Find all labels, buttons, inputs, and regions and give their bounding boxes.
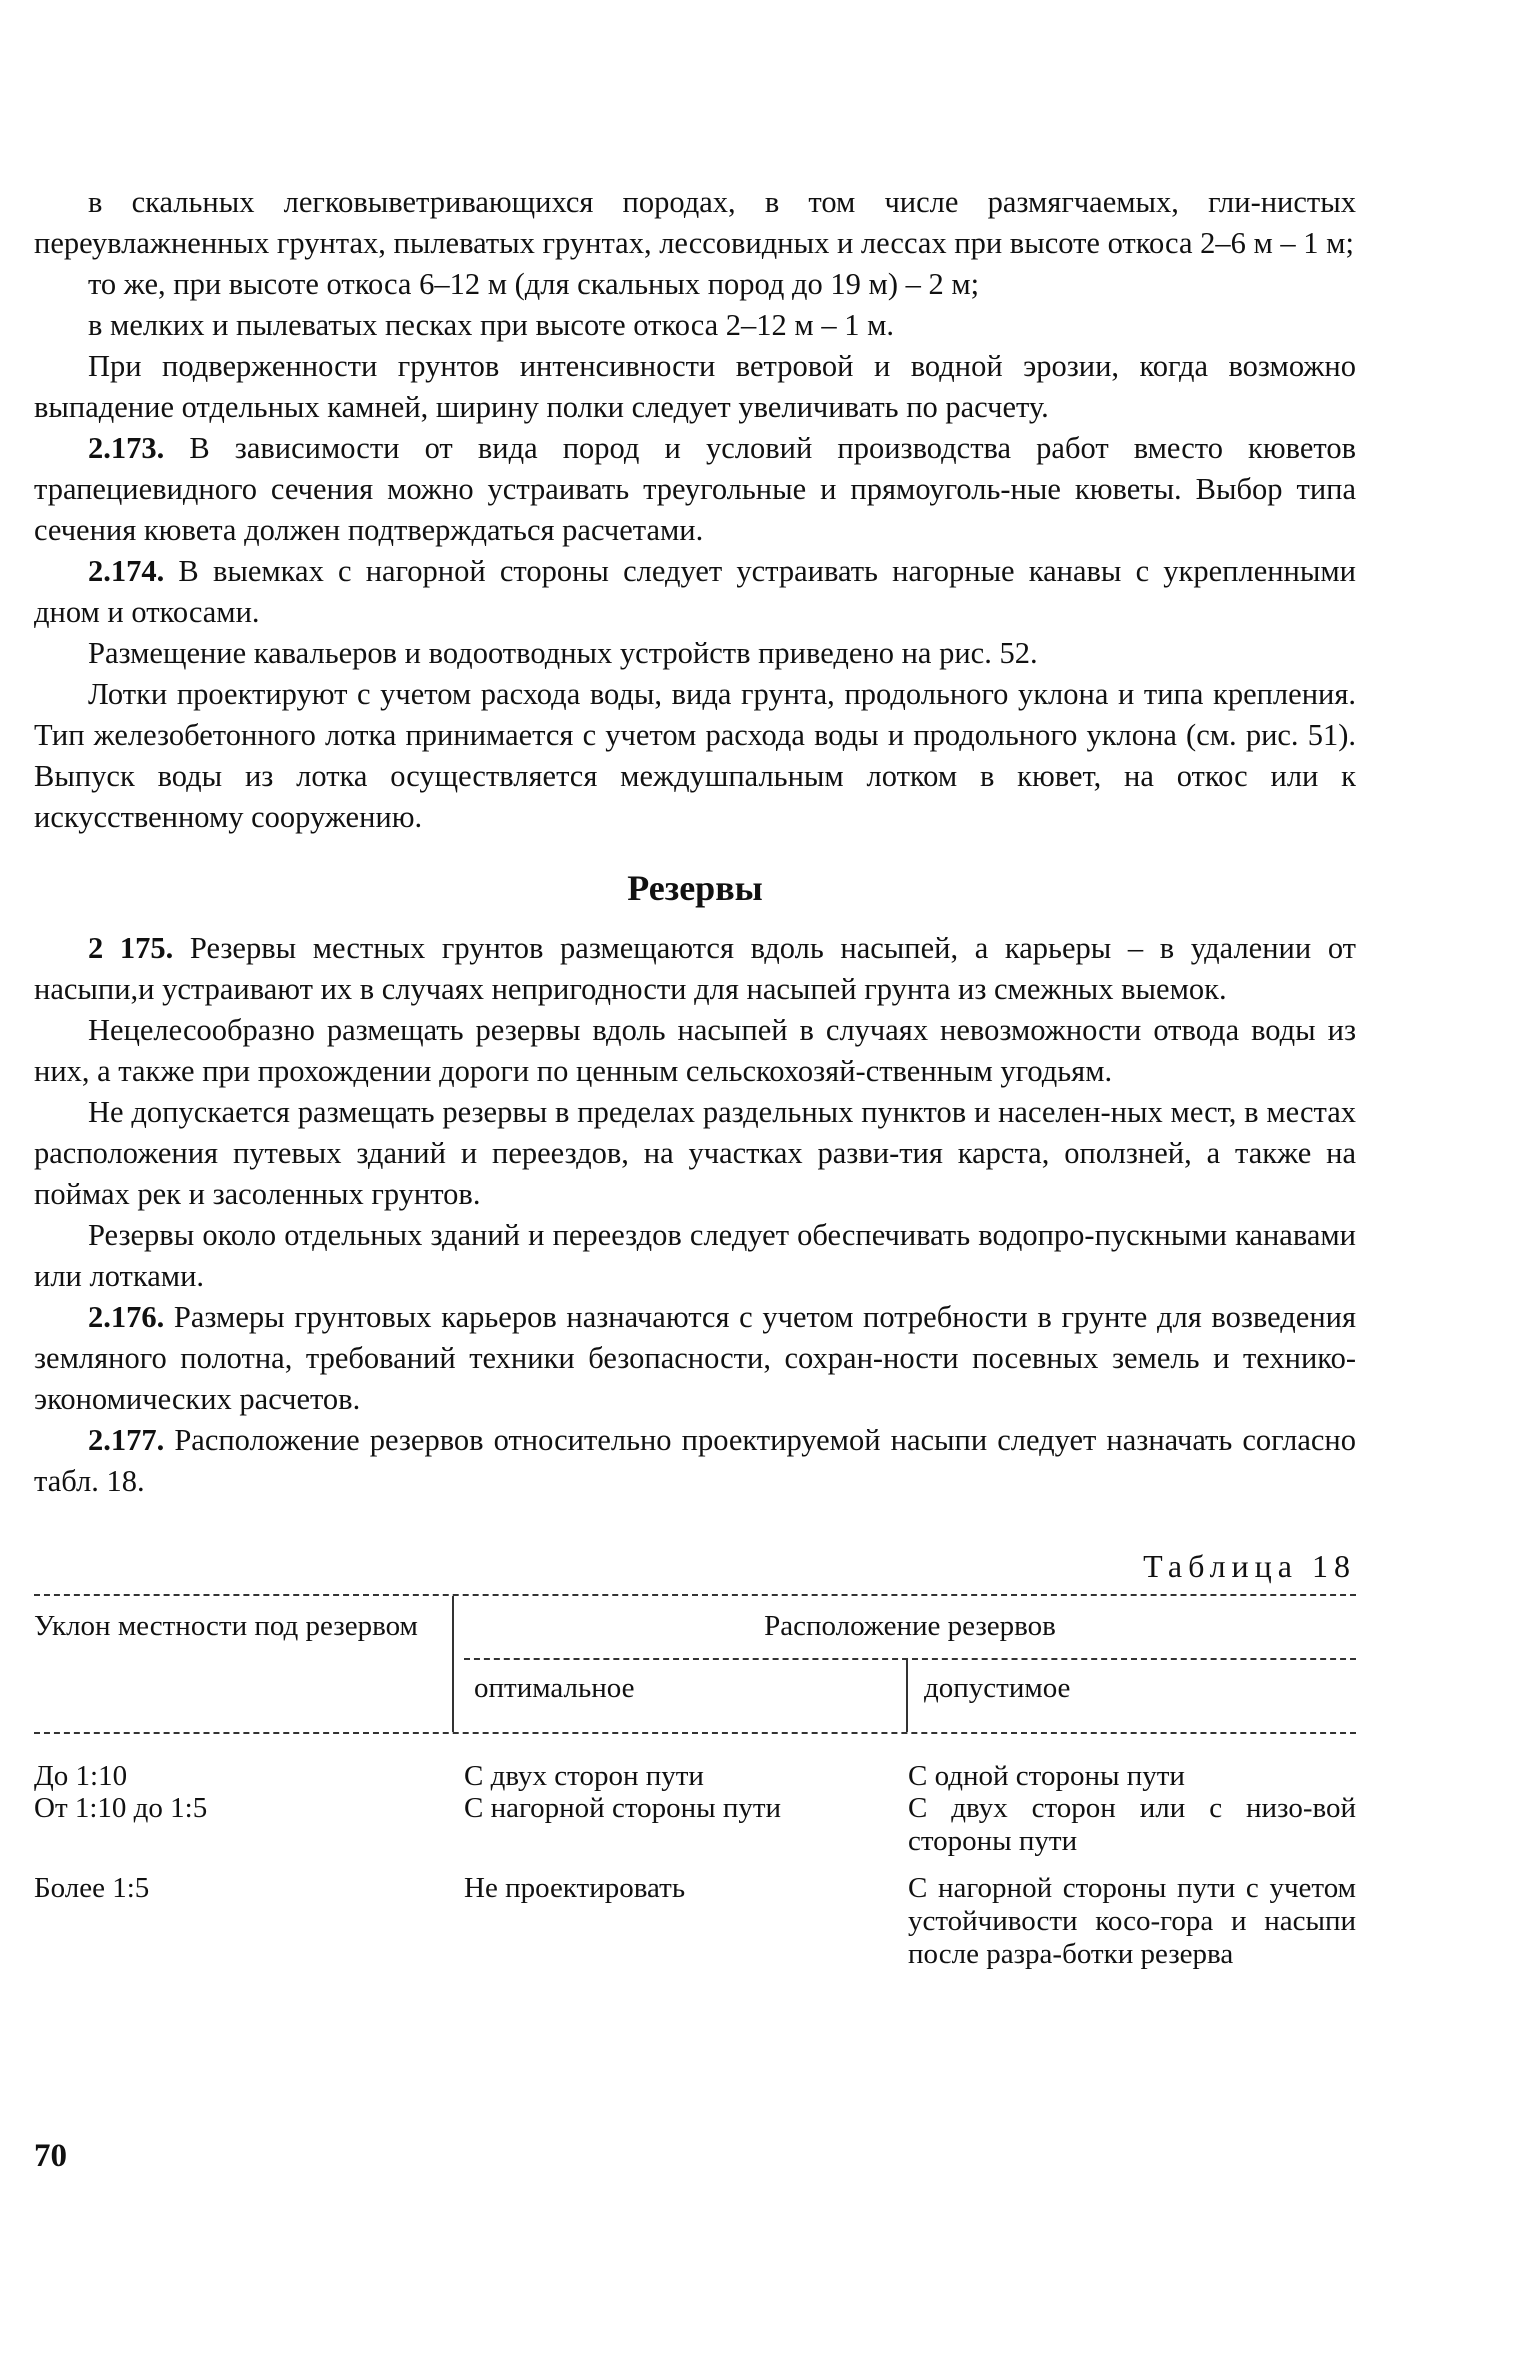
clause-number: 2.176. [88,1300,165,1334]
clause-number: 2.174. [88,554,165,588]
clause-text: Резервы местных грунтов размещаются вдоль насыпей, а карьеры – в удалении от насыпи,и устраивают их в случаях непригодности для насыпей грунта из смежных выемок. [34,931,1356,1006]
paragraph-reserves-near: Резервы около отдельных зданий и переездов следует обеспечивать водопро-пускными канавами или лотками. [34,1218,1356,1293]
table-caption: Таблица 18 [1143,1548,1356,1584]
cell-optimal: С двух сторон пути [464,1760,704,1792]
header-divider [452,1596,454,1732]
section-title: Резервы [627,868,763,908]
paragraph-inexpedient: Нецелесообразно размещать резервы вдоль насыпей в случаях невозможности отвода воды из них, а также при прохождении дороги по ценным сельскохозяй-ственным угодьям. [34,1013,1356,1088]
cell-optimal: Не проектировать [464,1872,686,1904]
paragraph-2-177 [34,1420,1356,1502]
cell-acceptable: С двух сторон или с низо-вой стороны пути [908,1792,1356,1857]
paragraph-2-173 [34,428,1356,551]
header-sub-divider [906,1658,908,1732]
paragraph-2-176 [34,1297,1356,1420]
page-number: 70 [34,2138,67,2174]
clause-text: В выемках с нагорной стороны следует устраивать нагорные канавы с укрепленными дном и откосами. [34,554,1356,629]
header-optimal: оптимальное [474,1672,635,1704]
paragraph-trays: Лотки проектируют с учетом расхода воды, вида грунта, продольного уклона и типа крепления. Тип железобетонного лотка принимается с учетом расхода воды и продольного уклона (см. рис. 51). Выпуск воды из лотка осуществляется междушпальным лотком в кювет, на откос или к искусственному сооружению. [34,677,1356,834]
paragraph-rocky-soils: в скальных легковыветривающихся породах, в том числе размягчаемых, гли-нистых переувлажненных грунтах, пылеватых грунтах, лессовидных и лессах при высоте откоса 2–6 м – 1 м; [34,185,1356,260]
paragraph-2-175 [34,928,1356,1010]
clause-text: Расположение резервов относительно проектируемой насыпи следует назначать согласно табл. 18. [34,1423,1356,1498]
cell-slope: Более 1:5 [34,1872,150,1904]
header-slope: Уклон местности под резервом [34,1610,418,1642]
paragraph-erosion: При подверженности грунтов интенсивности ветровой и водной эрозии, когда возможно выпадение отдельных камней, ширину полки следует увеличивать по расчету. [34,349,1356,424]
table-header [34,1596,1356,1732]
cell-acceptable: С нагорной стороны пути с учетом устойчивости косо-гора и насыпи после разра-ботки резерва [908,1872,1356,1970]
document-page [34,182,1356,2054]
table-body [34,1754,1356,2054]
clause-number: 2.173. [88,431,165,465]
paragraph-2-174 [34,551,1356,633]
clause-text: В зависимости от вида пород и условий производства работ вместо кюветов трапециевидного сечения можно устраивать треугольные и прямоуголь-ные кюветы. Выбор типа сечения кювета должен подтверждаться расчетами. [34,431,1356,547]
paragraph-same-height: то же, при высоте откоса 6–12 м (для скальных пород до 19 м) – 2 м; [88,267,980,301]
header-sub-rule [464,1658,1356,1660]
table-header-rule [34,1732,1356,1734]
paragraph-fine-sands: в мелких и пылеватых песках при высоте откоса 2–12 м – 1 м. [88,308,895,342]
clause-number: 2 175. [88,931,174,965]
cell-slope: От 1:10 до 1:5 [34,1792,208,1824]
paragraph-not-allowed: Не допускается размещать резервы в пределах раздельных пунктов и населен-ных мест, в местах расположения путевых зданий и переездов, на участках разви-тия карста, оползней, а также на поймах рек и засоленных грунтов. [34,1095,1356,1211]
cell-slope: До 1:10 [34,1760,128,1792]
clause-text: Размеры грунтовых карьеров назначаются с учетом потребности в грунте для возведения земляного полотна, требований техники безопасности, сохран-ности посевных земель и технико-экономических расчетов. [34,1300,1356,1416]
reserves-table [34,1594,1356,2054]
header-acceptable: допустимое [924,1672,1071,1704]
header-reserve-placement: Расположение резервов [764,1610,1056,1642]
cell-optimal: С нагорной стороны пути [464,1792,782,1824]
paragraph-placement: Размещение кавальеров и водоотводных устройств приведено на рис. 52. [88,636,1038,670]
clause-number: 2.177. [88,1423,165,1457]
cell-acceptable: С одной стороны пути [908,1760,1185,1792]
